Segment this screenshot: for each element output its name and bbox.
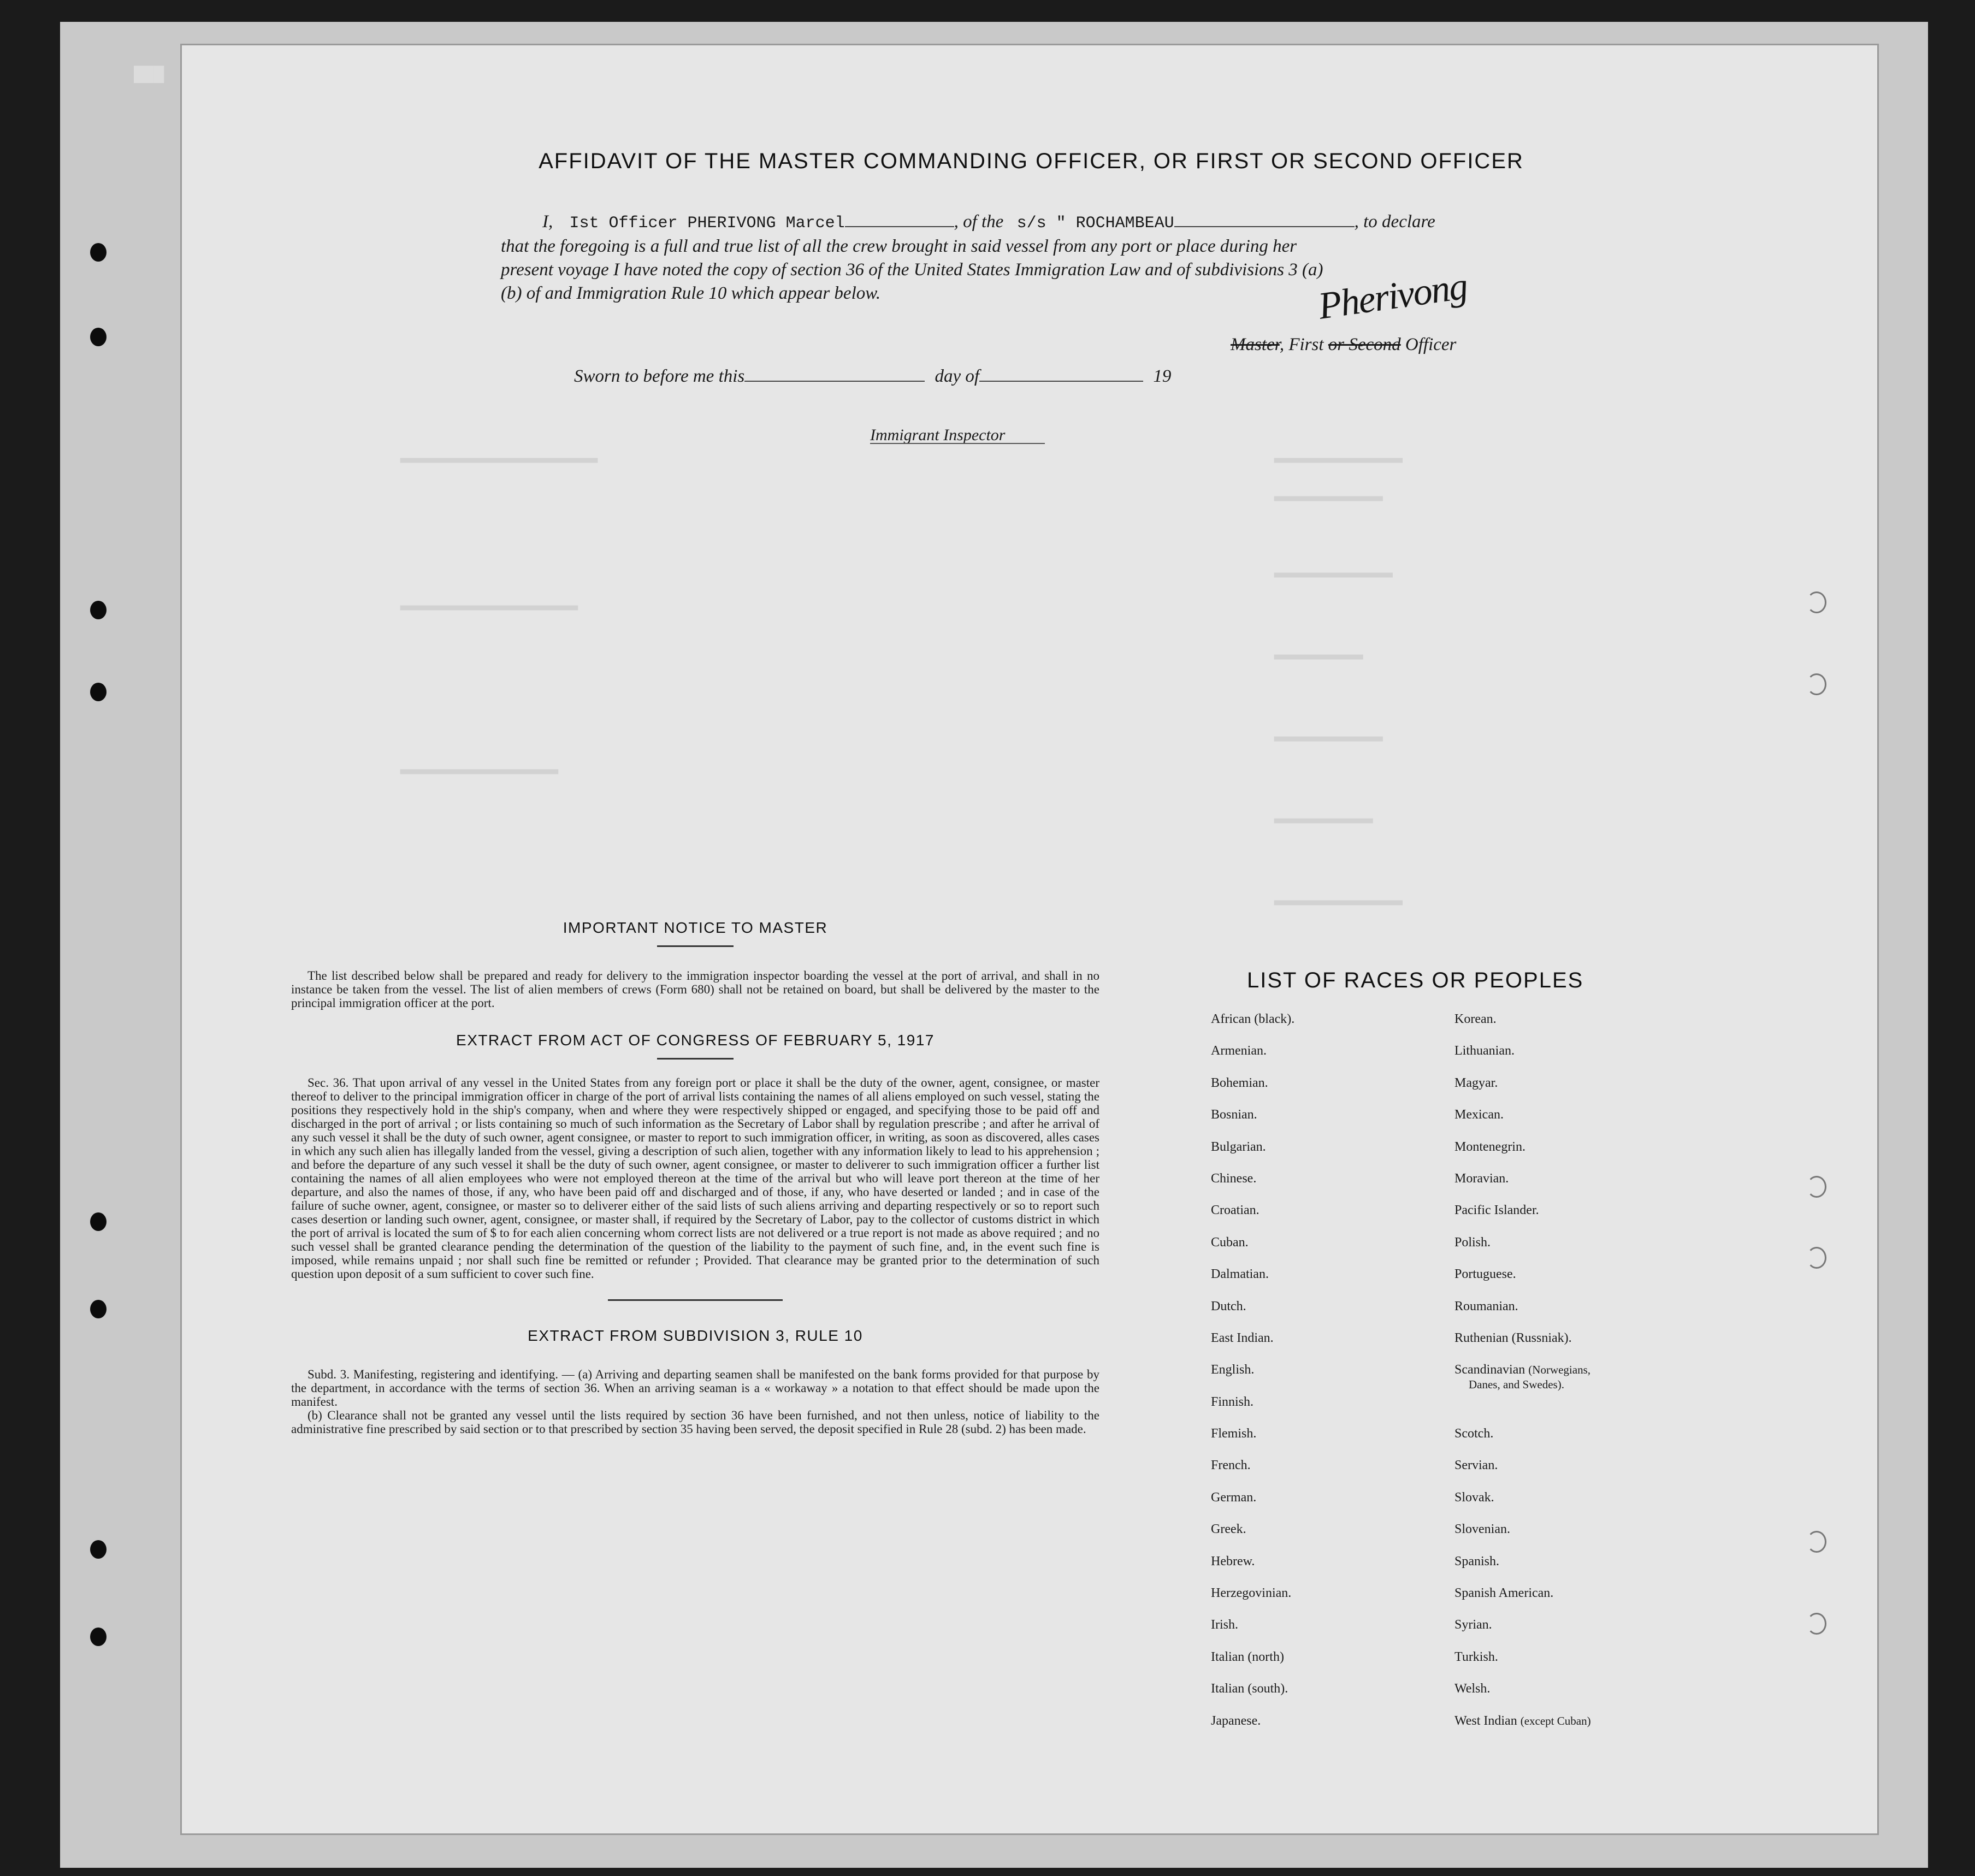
legal-notices-column bbox=[291, 919, 1099, 1436]
race-item: Montenegrin. bbox=[1454, 1139, 1525, 1154]
punch-hole bbox=[90, 1300, 107, 1318]
sworn-text: Sworn to before me this bbox=[574, 366, 745, 386]
race-item: French. bbox=[1211, 1458, 1251, 1473]
race-item: Bulgarian. bbox=[1211, 1139, 1266, 1154]
to-declare-text: , to declare bbox=[1354, 212, 1435, 232]
master-struck: Master bbox=[1231, 335, 1280, 354]
race-item: Hebrew. bbox=[1211, 1554, 1255, 1569]
notice-heading: IMPORTANT NOTICE TO MASTER bbox=[563, 919, 828, 936]
of-the-text: , of the bbox=[954, 212, 1004, 232]
section-divider bbox=[608, 1299, 783, 1301]
bleed-through-text: ▂▂▂▂▂▂▂▂▂▂▂▂▂ bbox=[1274, 446, 1403, 464]
day-of-text: day of bbox=[935, 366, 980, 386]
punch-hole bbox=[90, 1628, 107, 1646]
bleed-through-text: ▂▂▂▂▂▂▂▂▂▂▂▂▂▂▂▂▂▂ bbox=[400, 593, 578, 612]
race-item: Greek. bbox=[1211, 1522, 1246, 1537]
race-item: Polish. bbox=[1454, 1235, 1491, 1250]
affidavit-body-line: present voyage I have noted the copy of section 36 of the United States Immigration Law and of subdivisions 3 (a) bbox=[501, 260, 1323, 280]
race-item: Armenian. bbox=[1211, 1044, 1267, 1058]
affidavit-title: AFFIDAVIT OF THE MASTER COMMANDING OFFICER, OR FIRST OR SECOND OFFICER bbox=[539, 149, 1524, 173]
affidavit-body-line: that the foregoing is a full and true list of all the crew brought in said vessel from any port or place during her bbox=[501, 236, 1297, 256]
binder-ring-mark bbox=[1807, 1531, 1826, 1553]
race-item: Italian (north) bbox=[1211, 1649, 1284, 1664]
race-item: Scotch. bbox=[1454, 1427, 1494, 1441]
race-item: Finnish. bbox=[1211, 1394, 1254, 1409]
affidavit-body-line: (b) of and Immigration Rule 10 which appear below. bbox=[501, 283, 881, 303]
affidavit-page bbox=[180, 44, 1879, 1835]
race-item: German. bbox=[1211, 1490, 1257, 1505]
race-item: Spanish. bbox=[1454, 1554, 1500, 1569]
race-item-label: Scandinavian bbox=[1454, 1363, 1525, 1377]
race-item: Syrian. bbox=[1454, 1618, 1492, 1632]
race-item: Magyar. bbox=[1454, 1075, 1498, 1090]
binder-ring-mark bbox=[1807, 591, 1826, 613]
race-item: Cuban. bbox=[1211, 1235, 1249, 1250]
race-item: Turkish. bbox=[1454, 1649, 1498, 1664]
bleed-through-text: ▂▂▂▂▂▂▂▂▂ bbox=[1274, 642, 1363, 661]
race-item: Ruthenian (Russniak). bbox=[1454, 1330, 1572, 1345]
officer-title-line bbox=[1231, 335, 1456, 355]
binder-ring-mark bbox=[1807, 1247, 1826, 1269]
race-item: Dalmatian. bbox=[1211, 1267, 1269, 1282]
punch-hole bbox=[90, 601, 107, 619]
bleed-through-text: ▂▂▂▂▂▂▂▂▂▂▂▂▂ bbox=[1274, 888, 1403, 907]
underline-blank bbox=[979, 366, 1143, 382]
rule-extract-text-a: Subd. 3. Manifesting, registering and identifying. — (a) Arriving and departing seamen shall be manifested on the bank forms provided for that purpose by the department, in accordance with the terms of section 36. When an arriving seaman is a « workaway » a notation to that effect should be made upon the manifest. bbox=[291, 1368, 1099, 1409]
bleed-through-text: ▂▂▂▂▂▂▂▂▂▂ bbox=[1274, 806, 1373, 825]
race-item: English. bbox=[1211, 1363, 1255, 1377]
races-list-right bbox=[1454, 1012, 1591, 1745]
race-item: Croatian. bbox=[1211, 1203, 1259, 1218]
race-item: Welsh. bbox=[1454, 1682, 1491, 1696]
race-item: Japanese. bbox=[1211, 1713, 1261, 1728]
race-item: Mexican. bbox=[1454, 1108, 1504, 1122]
first-text: , First bbox=[1279, 335, 1324, 354]
race-item-note: (except Cuban) bbox=[1520, 1714, 1591, 1727]
race-item: Bohemian. bbox=[1211, 1075, 1268, 1090]
immigrant-inspector-label: Immigrant Inspector bbox=[870, 426, 1006, 444]
punch-hole bbox=[90, 243, 107, 262]
underline-blank bbox=[1174, 212, 1355, 227]
race-item: Korean. bbox=[1454, 1012, 1497, 1026]
race-item: African (black). bbox=[1211, 1012, 1295, 1026]
race-item: Servian. bbox=[1454, 1458, 1498, 1473]
race-item: Herzegovinian. bbox=[1211, 1586, 1292, 1601]
underline-blank bbox=[744, 366, 925, 382]
officer-text: Officer bbox=[1405, 335, 1457, 354]
bleed-through-text: ▂▂▂▂▂▂▂▂▂▂▂ bbox=[1274, 484, 1383, 502]
races-list-title: LIST OF RACES OR PEOPLES bbox=[1247, 968, 1584, 992]
vessel-name: s/s " ROCHAMBEAU bbox=[1016, 214, 1174, 233]
punch-hole bbox=[90, 328, 107, 346]
heading-rule bbox=[657, 1058, 734, 1060]
race-item-note: (Norwegians, bbox=[1528, 1363, 1591, 1377]
officer-signature bbox=[1316, 264, 1470, 328]
race-item-label: West Indian bbox=[1454, 1713, 1517, 1728]
race-item-scandinavian bbox=[1454, 1363, 1591, 1427]
race-item: Italian (south). bbox=[1211, 1682, 1288, 1696]
race-item: Bosnian. bbox=[1211, 1108, 1257, 1122]
race-item: Pacific Islander. bbox=[1454, 1203, 1539, 1218]
race-item: Lithuanian. bbox=[1454, 1044, 1515, 1058]
race-item: Flemish. bbox=[1211, 1427, 1257, 1441]
race-item: Spanish American. bbox=[1454, 1586, 1554, 1601]
rule-extract-text-b: (b) Clearance shall not be granted any vessel until the lists required by section 36 have been furnished, and not then unless, notice of liability to the administrative fine prescribed by said section or to that prescribed by section 35 having been served, the deposit specified in Rule 28 (subd. 2) has been made. bbox=[291, 1409, 1099, 1436]
underlying-sheet-edge-mark: ███ bbox=[134, 66, 164, 82]
binder-ring-mark bbox=[1807, 673, 1826, 695]
punch-hole bbox=[90, 1212, 107, 1231]
declarant-rank-and-name: Ist Officer PHERIVONG Marcel bbox=[569, 214, 845, 233]
underline-blank bbox=[845, 212, 954, 227]
race-item-west-indian bbox=[1454, 1714, 1591, 1745]
bleed-through-text: ▂▂▂▂▂▂▂▂▂▂▂▂ bbox=[1274, 560, 1393, 579]
race-item: Portuguese. bbox=[1454, 1267, 1516, 1282]
declarant-pronoun: I, bbox=[542, 212, 553, 232]
act-extract-heading: EXTRACT FROM ACT OF CONGRESS OF FEBRUARY 5, 1917 bbox=[456, 1032, 935, 1049]
race-item: Dutch. bbox=[1211, 1299, 1246, 1313]
affidavit-declaration-line bbox=[542, 212, 1435, 233]
punch-hole bbox=[90, 1540, 107, 1559]
act-extract-text: Sec. 36. That upon arrival of any vessel in the United States from any foreign port or place it shall be the duty of the owner, agent, consignee, or master thereof to deliver to the principal immigration officer in charge of the port of arrival lists containing the names of all aliens employed on such vessel, stating the positions they respectively hold in the ship's company, when and where they were respectively shipped or engaged, and specifying those to be paid off and discharged in the port of arrival ; or lists containing so much of such information as the Secretary of Labor shall by regulation prescribe ; and after he arrival of any such vessel it shall be the duty of such owner, agent consignee, or master to report to such immigration officer, in writing, as soon as discovered, alles cases in which any such alien has illegally landed from the vessel, giving a description of such alien, together with any information likely to lead to his apprehension ; and before the departure of any such vessel it shall be the duty of such owner, agent consignee, or master to deliverer to such immigration officer a further list containing the names of all alien employees who were not employed thereon at the time of the arrival but who will leave port thereon at the time of her departure, and also the names of those, if any, who have been paid off and discharged and of those, if any, who have deserted or landed ; and in case of the failure of suche owner, agent, consignee, or master so to deliverer either of the said lists of such aliens arriving and departing respectively or so to report such cases desertion or landing such owner, agent, consignee, or master shall, if required by the Secretary of Labor, pay to the collector of customs district in which the port of arrival is located the sum of $ to for each alien concerning whom correct lists are not delivered or a true report is not made as above required ; and no such vessel shall be granted clearance pending the determination of the question of the liability to the payment of such fine, and, in the event such fine is imposed, while remains unpaid ; nor shall such fine be remitted or refunder ; Provided. That clearance may be granted prior to the determination of such question upon deposit of a sum sufficient to cover such fine. bbox=[291, 1076, 1099, 1281]
year-prefix: 19 bbox=[1153, 366, 1172, 386]
race-item: Moravian. bbox=[1454, 1171, 1509, 1186]
race-item: East Indian. bbox=[1211, 1330, 1274, 1345]
race-item: Slovak. bbox=[1454, 1490, 1494, 1505]
race-item: Roumanian. bbox=[1454, 1299, 1518, 1313]
races-list-left bbox=[1211, 1012, 1294, 1745]
or-second-struck: or Second bbox=[1328, 335, 1401, 354]
bleed-through-text: ▂▂▂▂▂▂▂▂▂▂▂▂▂▂▂▂▂▂▂▂ bbox=[400, 446, 598, 464]
binder-ring-mark bbox=[1807, 1613, 1826, 1635]
sworn-line bbox=[574, 366, 1171, 387]
race-item: Chinese. bbox=[1211, 1171, 1257, 1186]
binder-ring-mark bbox=[1807, 1176, 1826, 1198]
heading-rule bbox=[657, 945, 734, 947]
punch-hole bbox=[90, 683, 107, 701]
rule-extract-heading: EXTRACT FROM SUBDIVISION 3, RULE 10 bbox=[528, 1327, 863, 1344]
race-item: Slovenian. bbox=[1454, 1522, 1510, 1537]
notice-text: The list described below shall be prepared and ready for delivery to the immigration inspector boarding the vessel at the port of arrival, and shall in no instance be taken from the vessel. The list of alien members of crews (Form 680) shall not be retained on board, but shall be delivered by the master to the principal immigration officer at the port. bbox=[291, 969, 1099, 1010]
race-item-note: Danes, and Swedes). bbox=[1469, 1378, 1564, 1392]
bleed-through-text: ▂▂▂▂▂▂▂▂▂▂▂▂▂▂▂▂ bbox=[400, 757, 558, 776]
inspector-signature-rule bbox=[870, 443, 1045, 444]
bleed-through-text: ▂▂▂▂▂▂▂▂▂▂▂ bbox=[1274, 724, 1383, 743]
signature-text: Pherivong bbox=[1315, 265, 1470, 328]
race-item: Irish. bbox=[1211, 1618, 1238, 1632]
